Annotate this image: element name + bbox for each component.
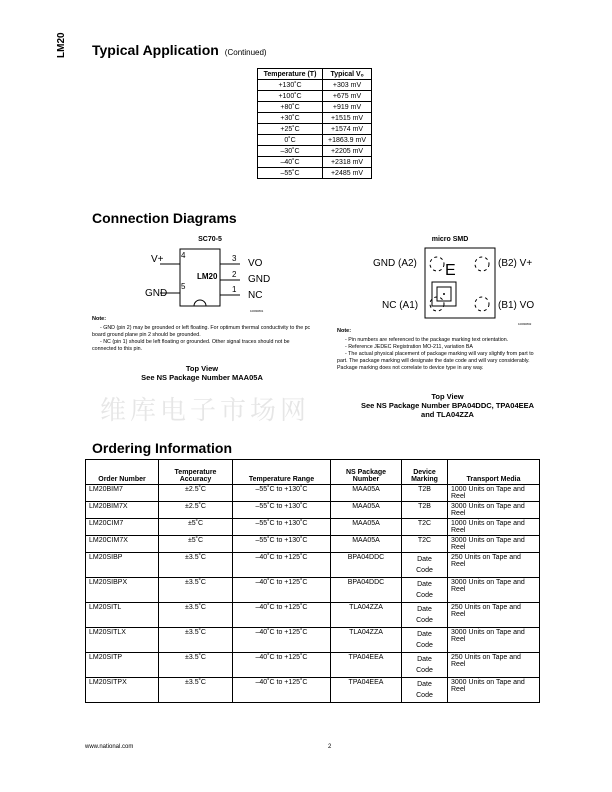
connection-diagrams-heading: Connection Diagrams: [92, 210, 237, 226]
table-cell: ±3.5˚C: [159, 603, 233, 628]
package-label: See NS Package Number BPA04DDC, TPA04EEA and TLA04ZZA: [360, 401, 535, 419]
pin-b2-label: (B2) V+: [498, 258, 533, 269]
table-cell: ±2.5˚C: [159, 502, 233, 519]
table-row: [86, 553, 540, 578]
table-cell: BPA04DDC: [331, 553, 402, 578]
table-cell: +919 mV: [323, 102, 372, 113]
col-header: NS Package Number: [331, 460, 402, 485]
heading-text: Typical Application: [92, 42, 219, 58]
col-header: Device Marking: [402, 460, 448, 485]
table-cell: TLA04ZZA: [331, 628, 402, 653]
chip-label: LM20: [197, 272, 218, 281]
table-cell: Date Code: [402, 603, 448, 628]
table-cell: –55˚C to +130˚C: [233, 536, 331, 553]
table-cell: ±3.5˚C: [159, 678, 233, 703]
table-cell: 3000 Units on Tape and Reel: [448, 536, 540, 553]
pin-a2-label: GND (A2): [373, 258, 417, 269]
ordering-table: [85, 459, 540, 703]
table-cell: 3000 Units on Tape and Reel: [448, 628, 540, 653]
table-cell: MAA05A: [331, 502, 402, 519]
table-cell: –55˚C to +130˚C: [233, 502, 331, 519]
table-cell: TPA04EEA: [331, 678, 402, 703]
notch: [194, 300, 206, 306]
table-cell: T2B: [402, 502, 448, 519]
top-view-label: Top View: [431, 392, 464, 401]
table-cell: –40˚C to +125˚C: [233, 578, 331, 603]
table-cell: T2C: [402, 519, 448, 536]
table-cell: T2B: [402, 485, 448, 502]
table-cell: Date Code: [402, 678, 448, 703]
table-cell: 250 Units on Tape and Reel: [448, 553, 540, 578]
table-cell: 250 Units on Tape and Reel: [448, 653, 540, 678]
table-cell: 0˚C: [258, 135, 323, 146]
table-cell: 250 Units on Tape and Reel: [448, 603, 540, 628]
table-cell: –30˚C: [258, 146, 323, 157]
table-cell: –40˚C to +125˚C: [233, 628, 331, 653]
vo-label: VO: [248, 258, 263, 269]
note-item: - Pin numbers are referenced to the package marking text orientation.: [345, 337, 509, 343]
table-cell: Date Code: [402, 578, 448, 603]
table-cell: BPA04DDC: [331, 578, 402, 603]
table-row: [258, 91, 372, 102]
table-row: [86, 536, 540, 553]
table-cell: –55˚C to +130˚C: [233, 519, 331, 536]
table-cell: Date Code: [402, 628, 448, 653]
table-cell: MAA05A: [331, 485, 402, 502]
table-row: [86, 519, 540, 536]
pin3-num: 3: [232, 254, 237, 263]
table-cell: LM20SITPX: [86, 678, 159, 703]
table-cell: +2485 mV: [323, 168, 372, 179]
table-cell: MAA05A: [331, 519, 402, 536]
table-cell: Date Code: [402, 653, 448, 678]
col-header: Transport Media: [448, 460, 540, 485]
note-item: - Reference JEDEC Registration MO-211, variation BA: [345, 344, 473, 350]
table-cell: +2205 mV: [323, 146, 372, 157]
col-header: Temperature Range: [233, 460, 331, 485]
table-cell: +303 mV: [323, 80, 372, 91]
table-cell: 3000 Units on Tape and Reel: [448, 502, 540, 519]
table-cell: LM20BIM7X: [86, 502, 159, 519]
table-cell: Date Code: [402, 553, 448, 578]
table-cell: ±3.5˚C: [159, 628, 233, 653]
gnd-left-label: GND: [145, 288, 168, 299]
table-cell: +100˚C: [258, 91, 323, 102]
table-cell: –40˚C to +125˚C: [233, 653, 331, 678]
note-title: Note:: [92, 316, 107, 322]
pin-a1-label: NC (A1): [382, 300, 419, 311]
table-cell: –55˚C: [258, 168, 323, 179]
table-cell: ±5˚C: [159, 536, 233, 553]
note-item: - NC (pin 1) should be left floating or grounded. Other signal traces should not be connected to this pin.: [92, 339, 290, 352]
table-cell: 1000 Units on Tape and Reel: [448, 485, 540, 502]
table-row: [258, 168, 372, 179]
typical-application-heading: [92, 42, 267, 58]
table-cell: MAA05A: [331, 536, 402, 553]
gnd-right-label: GND: [248, 274, 271, 285]
table-cell: 1000 Units on Tape and Reel: [448, 519, 540, 536]
col-header: Order Number: [86, 460, 159, 485]
smd-diagram: [420, 246, 500, 321]
figure-id: 10090802: [518, 322, 532, 326]
table-cell: LM20CIM7: [86, 519, 159, 536]
table-cell: +130˚C: [258, 80, 323, 91]
note-item: - The actual physical placement of package marking will vary slightly from part to part. The package marking will designate the date code and will vary considerably. Package marking does not correlate to device type in any way.: [337, 351, 534, 371]
table-cell: +1574 mV: [323, 124, 372, 135]
table-cell: LM20SIBP: [86, 553, 159, 578]
continued-label: (Continued): [224, 48, 267, 57]
table-cell: ±3.5˚C: [159, 653, 233, 678]
package-mark: E: [445, 262, 456, 279]
smd-title: micro SMD: [431, 236, 469, 243]
table-row: [258, 80, 372, 91]
footer-site: www.national.com: [85, 744, 134, 750]
table-cell: LM20SITL: [86, 603, 159, 628]
table-cell: +1515 mV: [323, 113, 372, 124]
note-item: - GND (pin 2) may be grounded or left floating. For optimum thermal conductivity to the pc board ground plane pin 2 should be grounded.: [92, 325, 311, 338]
pin4-num: 4: [181, 251, 186, 260]
table-cell: LM20SITLX: [86, 628, 159, 653]
table-row: [86, 578, 540, 603]
table-row: [258, 124, 372, 135]
table-cell: ±2.5˚C: [159, 485, 233, 502]
table-cell: +1863.9 mV: [323, 135, 372, 146]
col-header: Typical Vₒ: [323, 69, 372, 80]
typical-table: [257, 68, 372, 179]
table-cell: ±3.5˚C: [159, 578, 233, 603]
table-cell: +80˚C: [258, 102, 323, 113]
table-cell: LM20CIM7X: [86, 536, 159, 553]
table-cell: ±5˚C: [159, 519, 233, 536]
table-row: [86, 502, 540, 519]
table-row: [258, 146, 372, 157]
table-row: [258, 157, 372, 168]
table-cell: LM20SITP: [86, 653, 159, 678]
nc-label: NC: [248, 290, 263, 301]
table-cell: +30˚C: [258, 113, 323, 124]
vplus-label: V+: [151, 254, 164, 265]
pin5-num: 5: [181, 282, 186, 291]
table-cell: ±3.5˚C: [159, 553, 233, 578]
table-row: [86, 485, 540, 502]
table-cell: 3000 Units on Tape and Reel: [448, 578, 540, 603]
table-cell: –40˚C to +125˚C: [233, 553, 331, 578]
sc70-notes: [92, 316, 312, 353]
pin1-num: 1: [232, 285, 237, 294]
table-cell: –40˚C: [258, 157, 323, 168]
figure-id: 10090801: [250, 309, 264, 313]
sc70-title: SC70-5: [198, 236, 222, 243]
table-cell: +2318 mV: [323, 157, 372, 168]
table-row: [258, 102, 372, 113]
watermark: 维库电子市场网: [100, 396, 311, 426]
table-cell: +25˚C: [258, 124, 323, 135]
table-cell: –55˚C to +130˚C: [233, 485, 331, 502]
ordering-heading: Ordering Information: [92, 440, 232, 456]
table-cell: LM20BIM7: [86, 485, 159, 502]
col-header: Temperature (T): [258, 69, 323, 80]
table-cell: 3000 Units on Tape and Reel: [448, 678, 540, 703]
pin2-num: 2: [232, 270, 237, 279]
table-row: [86, 603, 540, 628]
sc70-view: [92, 364, 312, 382]
table-cell: –40˚C to +125˚C: [233, 678, 331, 703]
table-cell: +675 mV: [323, 91, 372, 102]
table-row: [86, 678, 540, 703]
table-cell: –40˚C to +125˚C: [233, 603, 331, 628]
table-cell: TPA04EEA: [331, 653, 402, 678]
smd-view: [355, 392, 540, 419]
table-row: [86, 628, 540, 653]
page-number: 2: [328, 744, 332, 750]
smd-notes: [337, 328, 543, 372]
table-cell: TLA04ZZA: [331, 603, 402, 628]
table-row: [258, 135, 372, 146]
table-row: [86, 653, 540, 678]
table-cell: LM20SIBPX: [86, 578, 159, 603]
note-title: Note:: [337, 328, 352, 334]
pin-b1-label: (B1) VO: [498, 300, 535, 311]
top-view-label: Top View: [185, 364, 219, 373]
side-label: LM20: [56, 32, 67, 58]
table-row: [258, 113, 372, 124]
package-label: See NS Package Number MAA05A: [141, 373, 263, 382]
table-cell: T2C: [402, 536, 448, 553]
col-header: Temperature Accuracy: [159, 460, 233, 485]
